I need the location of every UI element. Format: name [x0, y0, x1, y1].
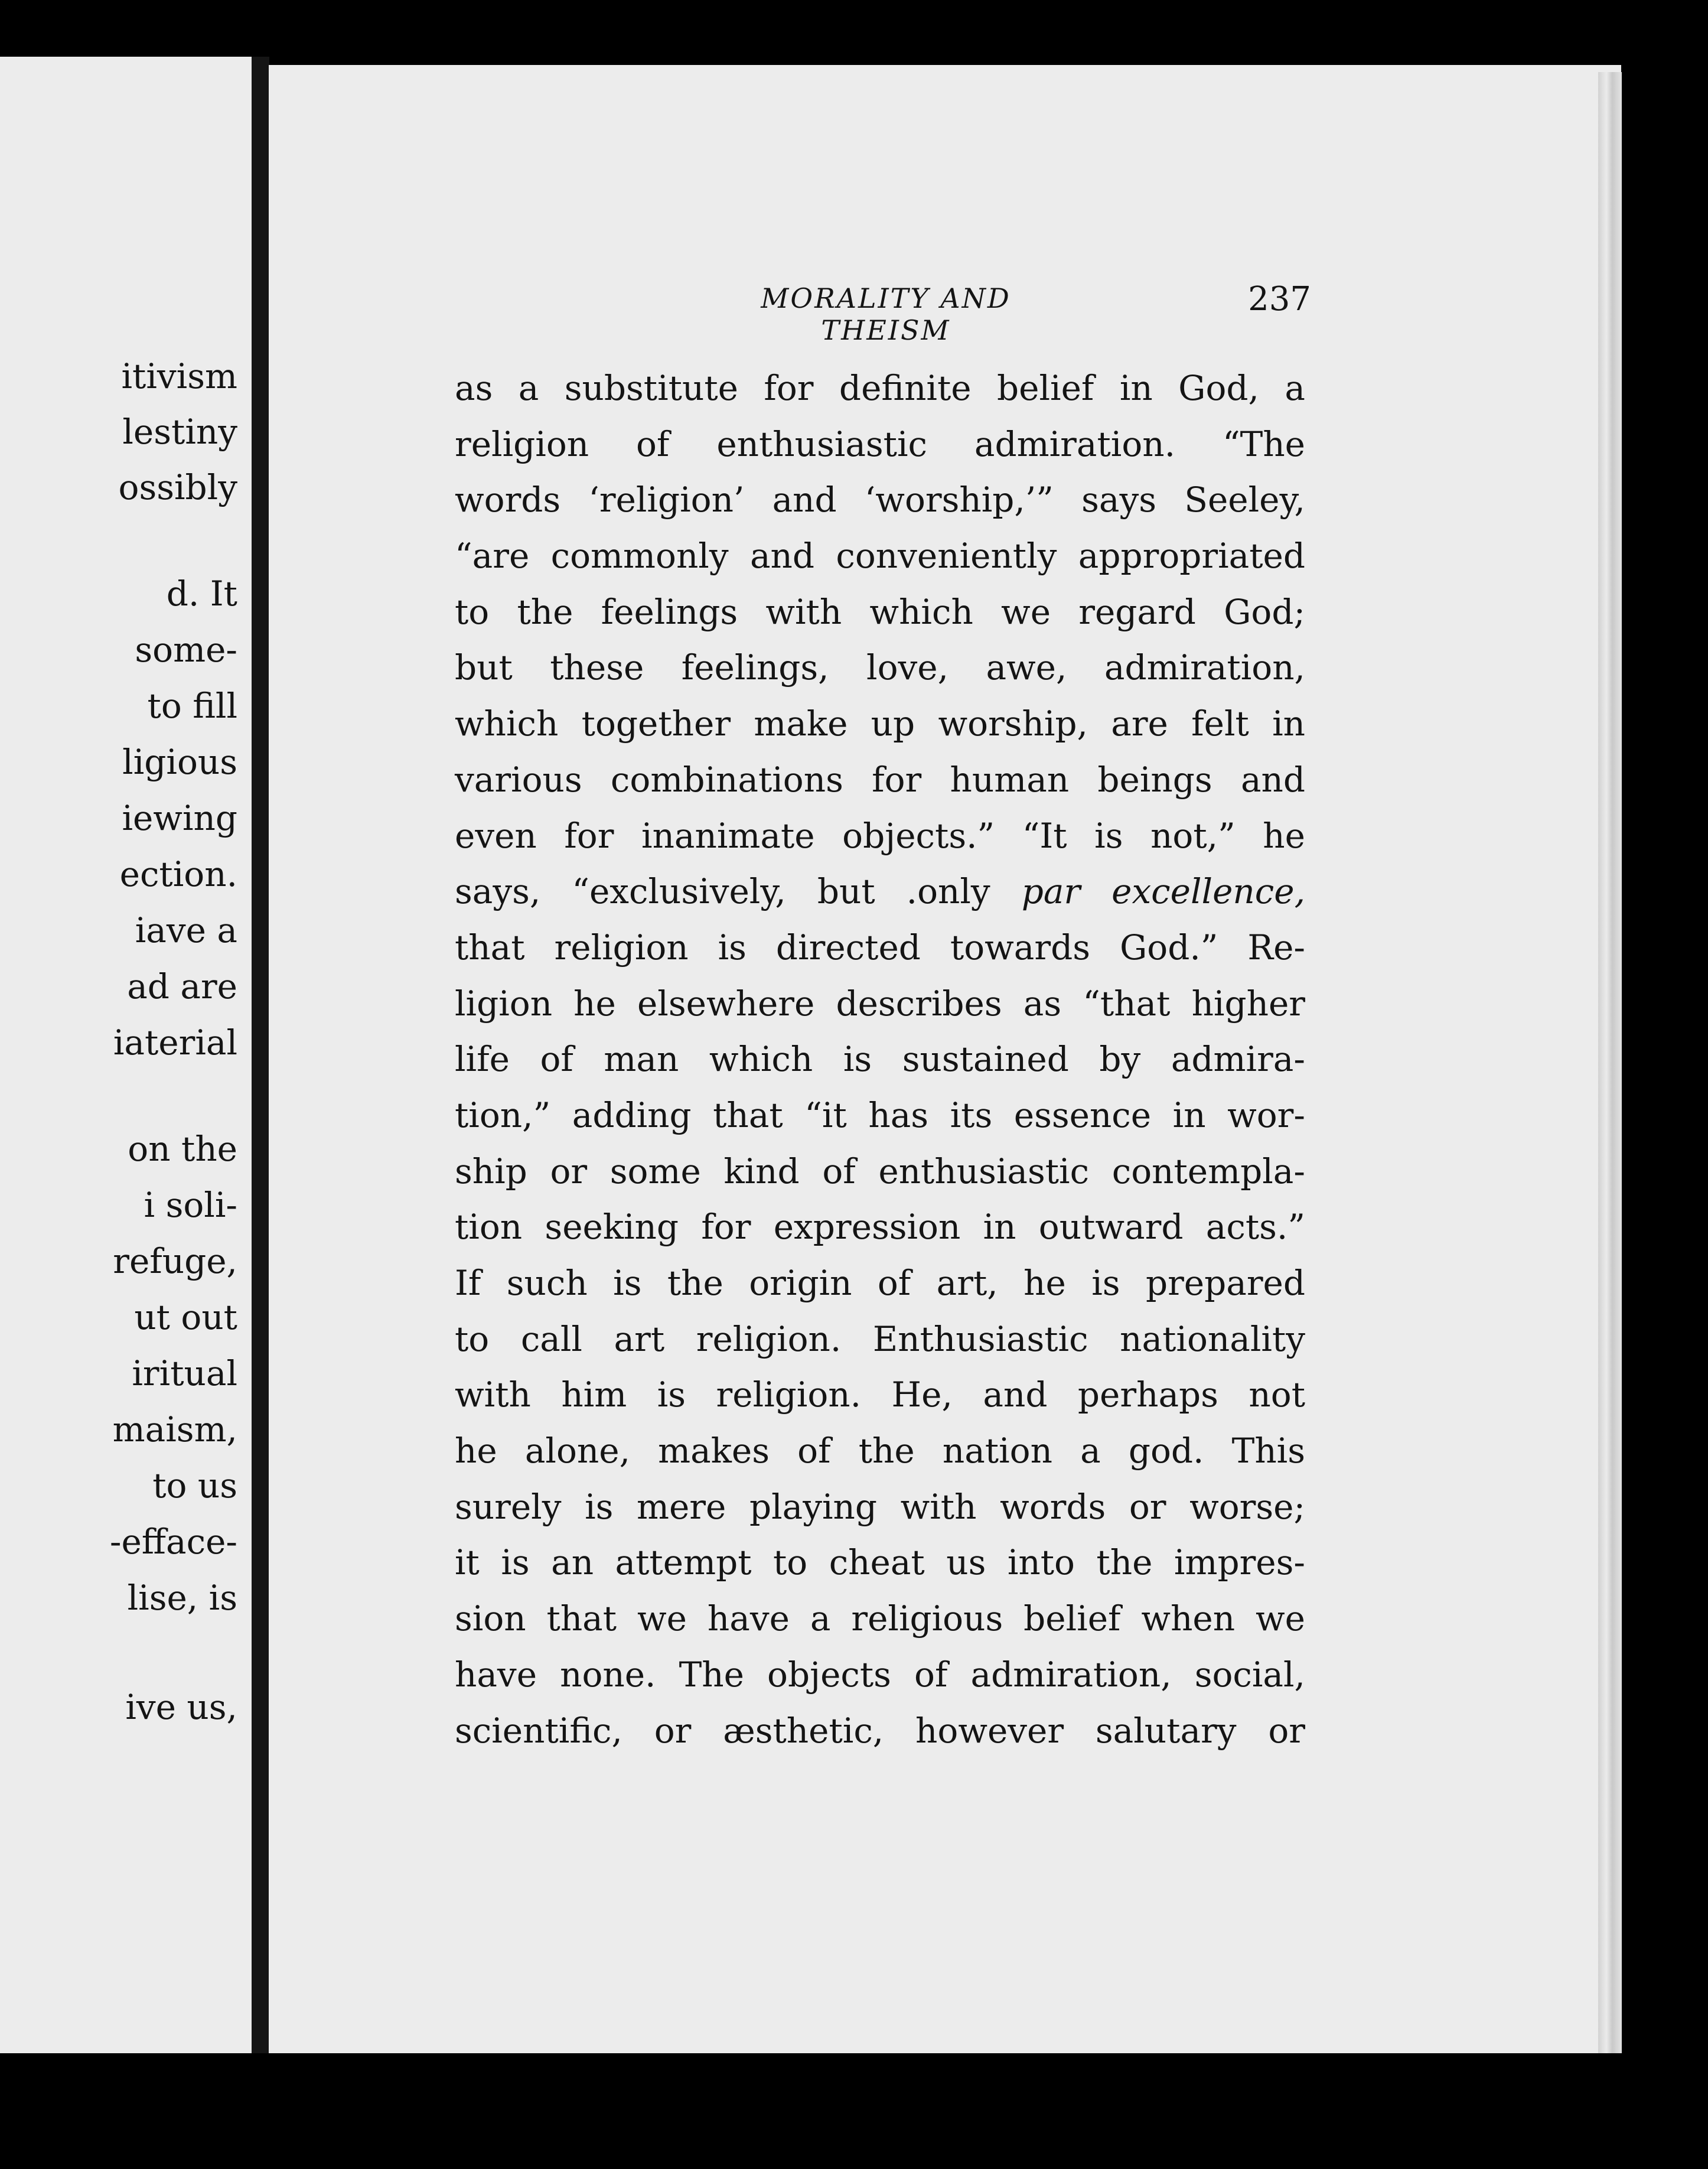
left-line: some- — [135, 630, 237, 670]
running-head: MORALITY AND THEISM — [761, 282, 1011, 346]
text-line: “are commonly and conveniently appropriated — [455, 536, 1305, 577]
text-line: ship or some kind of enthusiastic contempla- — [455, 1151, 1305, 1191]
scan-border — [0, 2053, 1708, 2169]
text-line: have none. The objects of admiration, social, — [455, 1654, 1305, 1695]
text-line: sion that we have a religious belief when we — [455, 1598, 1305, 1639]
left-line: to us — [152, 1465, 237, 1506]
left-line: ut out — [134, 1297, 237, 1337]
left-line: ection. — [119, 854, 237, 894]
left-line: d. It — [166, 574, 237, 614]
left-line: to fill — [147, 686, 237, 726]
page-edge — [1598, 72, 1622, 2086]
text-line: If such is the origin of art, he is prepared — [455, 1263, 1305, 1303]
left-line: iewing — [122, 798, 237, 838]
text-segment: says, “exclusively, but .only — [455, 871, 990, 912]
page-number: 237 — [1248, 280, 1311, 318]
text-line: life of man which is sustained by admira- — [455, 1039, 1305, 1080]
body-text — [455, 360, 1305, 1758]
text-line: even for inanimate objects.” “It is not,” he — [455, 815, 1305, 856]
text-line: that religion is directed towards God.” Re- — [455, 927, 1305, 968]
left-line: lestiny — [122, 412, 237, 452]
book-gutter — [252, 57, 269, 2053]
text-line: to call art religion. Enthusiastic nationality — [455, 1318, 1305, 1359]
text-line: scientific, or æsthetic, however salutary or — [455, 1710, 1305, 1751]
text-line: with him is religion. He, and perhaps not — [455, 1375, 1305, 1415]
left-line: iaterial — [113, 1022, 237, 1063]
text-line: as a substitute for definite belief in God, a — [455, 368, 1305, 408]
left-line: lise, is — [127, 1578, 237, 1618]
text-line: various combinations for human beings and — [455, 759, 1305, 800]
left-line: itivism — [121, 356, 237, 396]
text-line: to the feelings with which we regard God; — [455, 591, 1305, 632]
text-line: religion of enthusiastic admiration. “The — [455, 424, 1305, 464]
left-line: ive us, — [125, 1687, 237, 1727]
text-line: he alone, makes of the nation a god. This — [455, 1431, 1305, 1471]
text-line: surely is mere playing with words or worse; — [455, 1486, 1305, 1527]
text-line: tion seeking for expression in outward acts.” — [455, 1207, 1305, 1248]
text-line: ligion he elsewhere describes as “that higher — [455, 983, 1305, 1024]
text-line: tion,” adding that “it has its essence in wor- — [455, 1095, 1305, 1135]
text-line-with-italic — [455, 864, 1305, 920]
left-line: on the — [128, 1129, 237, 1169]
text-line: it is an attempt to cheat us into the impres- — [455, 1542, 1305, 1583]
text-line: but these feelings, love, awe, admiration, — [455, 647, 1305, 688]
previous-page-fragment — [0, 57, 257, 2053]
left-line: -efface- — [109, 1522, 237, 1562]
left-line: ligious — [122, 742, 237, 782]
left-line: maism, — [112, 1409, 237, 1450]
left-line: i soli- — [144, 1185, 237, 1225]
left-line: iave a — [135, 910, 237, 950]
italic-phrase: par excellence, — [1021, 871, 1306, 912]
text-line: words ‘religion’ and ‘worship,’” says Seeley, — [455, 480, 1305, 520]
left-line: refuge, — [113, 1241, 237, 1281]
left-line: ossibly — [118, 467, 237, 507]
text-line: which together make up worship, are felt in — [455, 704, 1305, 744]
left-line: iritual — [132, 1353, 237, 1393]
left-line: ad are — [127, 966, 237, 1007]
